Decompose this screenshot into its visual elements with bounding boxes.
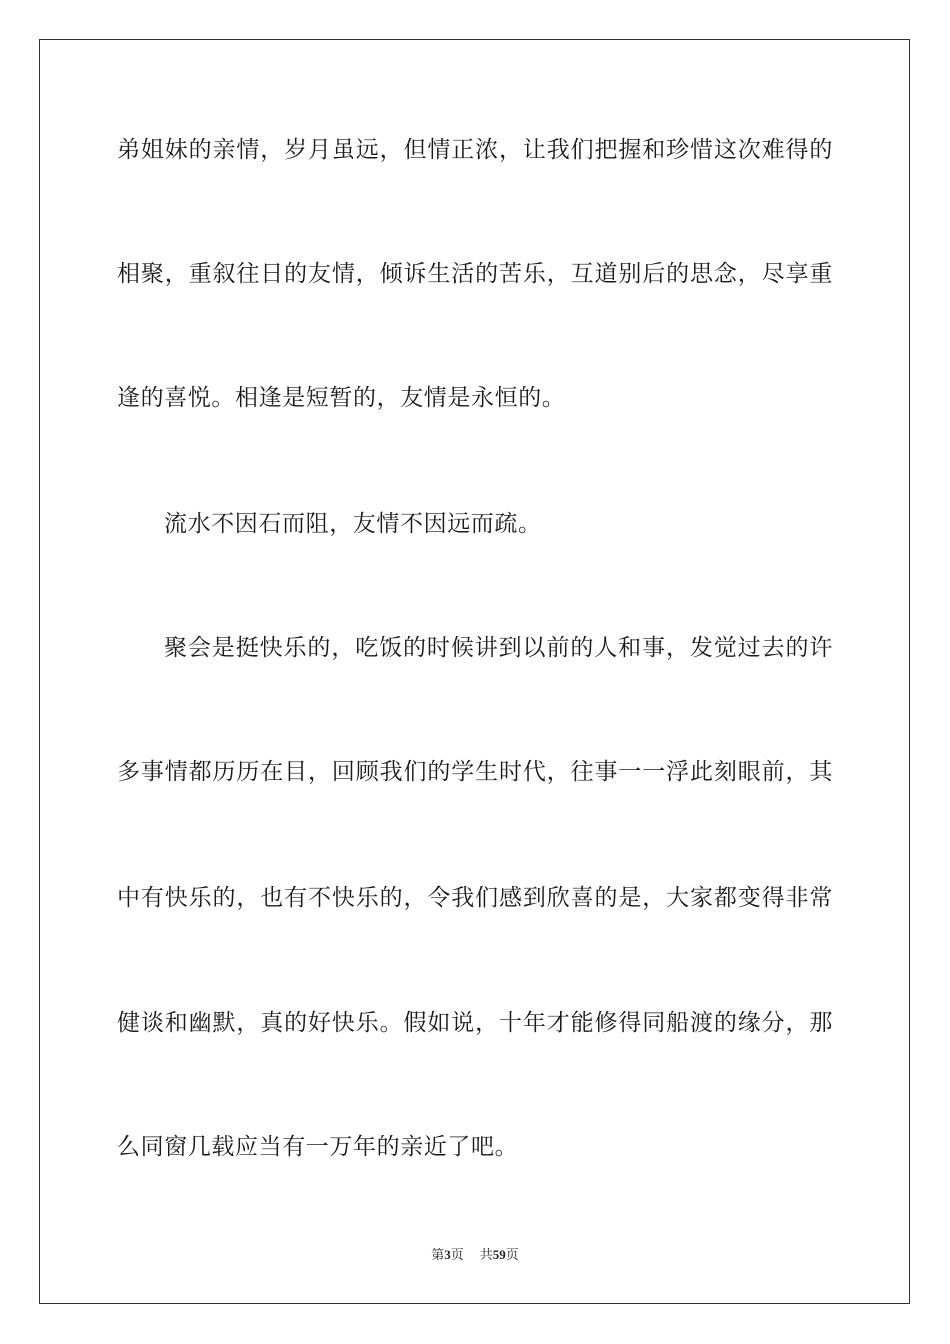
paragraph-line: 多事情都历历在目，回顾我们的学生时代，往事一一浮此刻眼前，其 — [117, 759, 833, 785]
paragraph-line: 中有快乐的，也有不快乐的，令我们感到欣喜的是，大家都变得非常 — [117, 885, 833, 911]
page-prefix: 第 — [431, 1247, 445, 1262]
total-prefix: 共 — [479, 1247, 493, 1262]
page-suffix: 页 — [450, 1247, 464, 1262]
paragraph-line: 么同窗几载应当有一万年的亲近了吧。 — [117, 1134, 519, 1160]
total-suffix: 页 — [505, 1247, 519, 1262]
total-pages: 59 — [492, 1247, 506, 1262]
paragraph-line: 相聚，重叙往日的友情，倾诉生活的苦乐，互道别后的思念，尽享重 — [117, 261, 833, 287]
paragraph-line: 流水不因石而阻，友情不因远而疏。 — [164, 511, 542, 537]
page-border — [39, 39, 910, 1304]
paragraph-line: 聚会是挺快乐的，吃饭的时候讲到以前的人和事，发觉过去的许 — [164, 635, 833, 661]
paragraph-line: 弟姐妹的亲情，岁月虽远，但情正浓，让我们把握和珍惜这次难得的 — [117, 137, 833, 163]
page-footer — [0, 1246, 950, 1264]
paragraph-line: 健谈和幽默，真的好快乐。假如说，十年才能修得同船渡的缘分，那 — [117, 1010, 833, 1036]
page-number: 3 — [444, 1247, 451, 1262]
paragraph-line: 逢的喜悦。相逢是短暂的，友情是永恒的。 — [117, 385, 566, 411]
